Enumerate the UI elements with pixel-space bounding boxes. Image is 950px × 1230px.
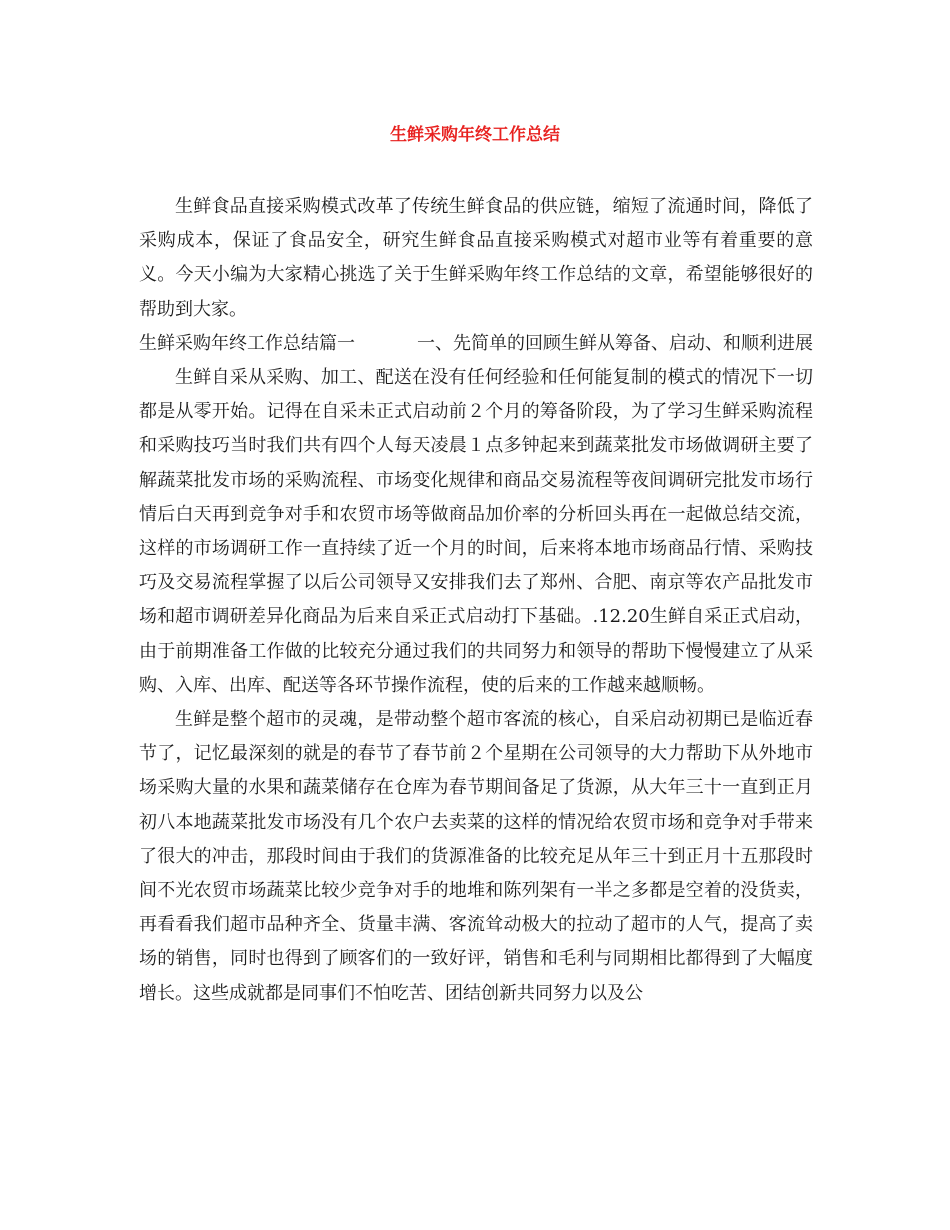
document-body (139, 190, 813, 1011)
section-heading: 生鲜采购年终工作总结篇一 (139, 332, 355, 354)
document-title: 生鲜采购年终工作总结 (390, 125, 560, 145)
body-paragraph-2: 生鲜是整个超市的灵魂，是带动整个超市客流的核心，自采启动初期已是临近春节了，记忆最深刻的就是的春节了春节前２个星期在公司领导的大力帮助下从外地市场采购大量的水果和蔬菜储存在仓库为春节期间备足了货源，从大年三十一直到正月初八本地蔬菜批发市场没有几个农户去卖菜的这样的情况给农贸市场和竞争对手带来了很大的冲击，那段时间由于我们的货源准备的比较充足从年三十到正月十五那段时间不光农贸市场蔬菜比较少竞争对手的地堆和陈列架有一半之多都是空着的没货卖，再看看我们超市品种齐全、货量丰满、客流耸动极大的拉动了超市的人气，提高了卖场的销售，同时也得到了顾客们的一致好评，销售和毛利与同期相比都得到了大幅度增长。这些成就都是同事们不怕吃苦、团结创新共同努力以及公 (139, 709, 813, 1004)
intro-paragraph: 生鲜食品直接采购模式改革了传统生鲜食品的供应链，缩短了流通时间，降低了采购成本，保证了食品安全，研究生鲜食品直接采购模式对超市业等有着重要的意义。今天小编为大家精心挑选了关于生鲜采购年终工作总结的文章，希望能够很好的帮助到大家。 (139, 196, 813, 320)
section-subheading: 一、先简单的回顾生鲜从筹备、启动、和顺利进展 (417, 332, 813, 354)
body-paragraph-1: 生鲜自采从采购、加工、配送在没有任何经验和任何能复制的模式的情况下一切都是从零开始。记得在自采未正式启动前２个月的筹备阶段，为了学习生鲜采购流程和采购技巧当时我们共有四个人每天凌晨１点多钟起来到蔬菜批发市场做调研主要了解蔬菜批发市场的采购流程、市场变化规律和商品交易流程等夜间调研完批发市场行情后白天再到竞争对手和农贸市场等做商品加价率的分析回头再在一起做总结交流，这样的市场调研工作一直持续了近一个月的时间，后来将本地市场商品行情、采购技巧及交易流程掌握了以后公司领导又安排我们去了郑州、合肥、南京等农产品批发市场和超市调研差异化商品为后来自采正式启动打下基础。.12.20生鲜自采正式启动，由于前期准备工作做的比较充分通过我们的共同努力和领导的帮助下慢慢建立了从采购、入库、出库、配送等各环节操作流程，使的后来的工作越来越顺畅。 (139, 367, 813, 696)
section-heading-line (139, 327, 813, 361)
